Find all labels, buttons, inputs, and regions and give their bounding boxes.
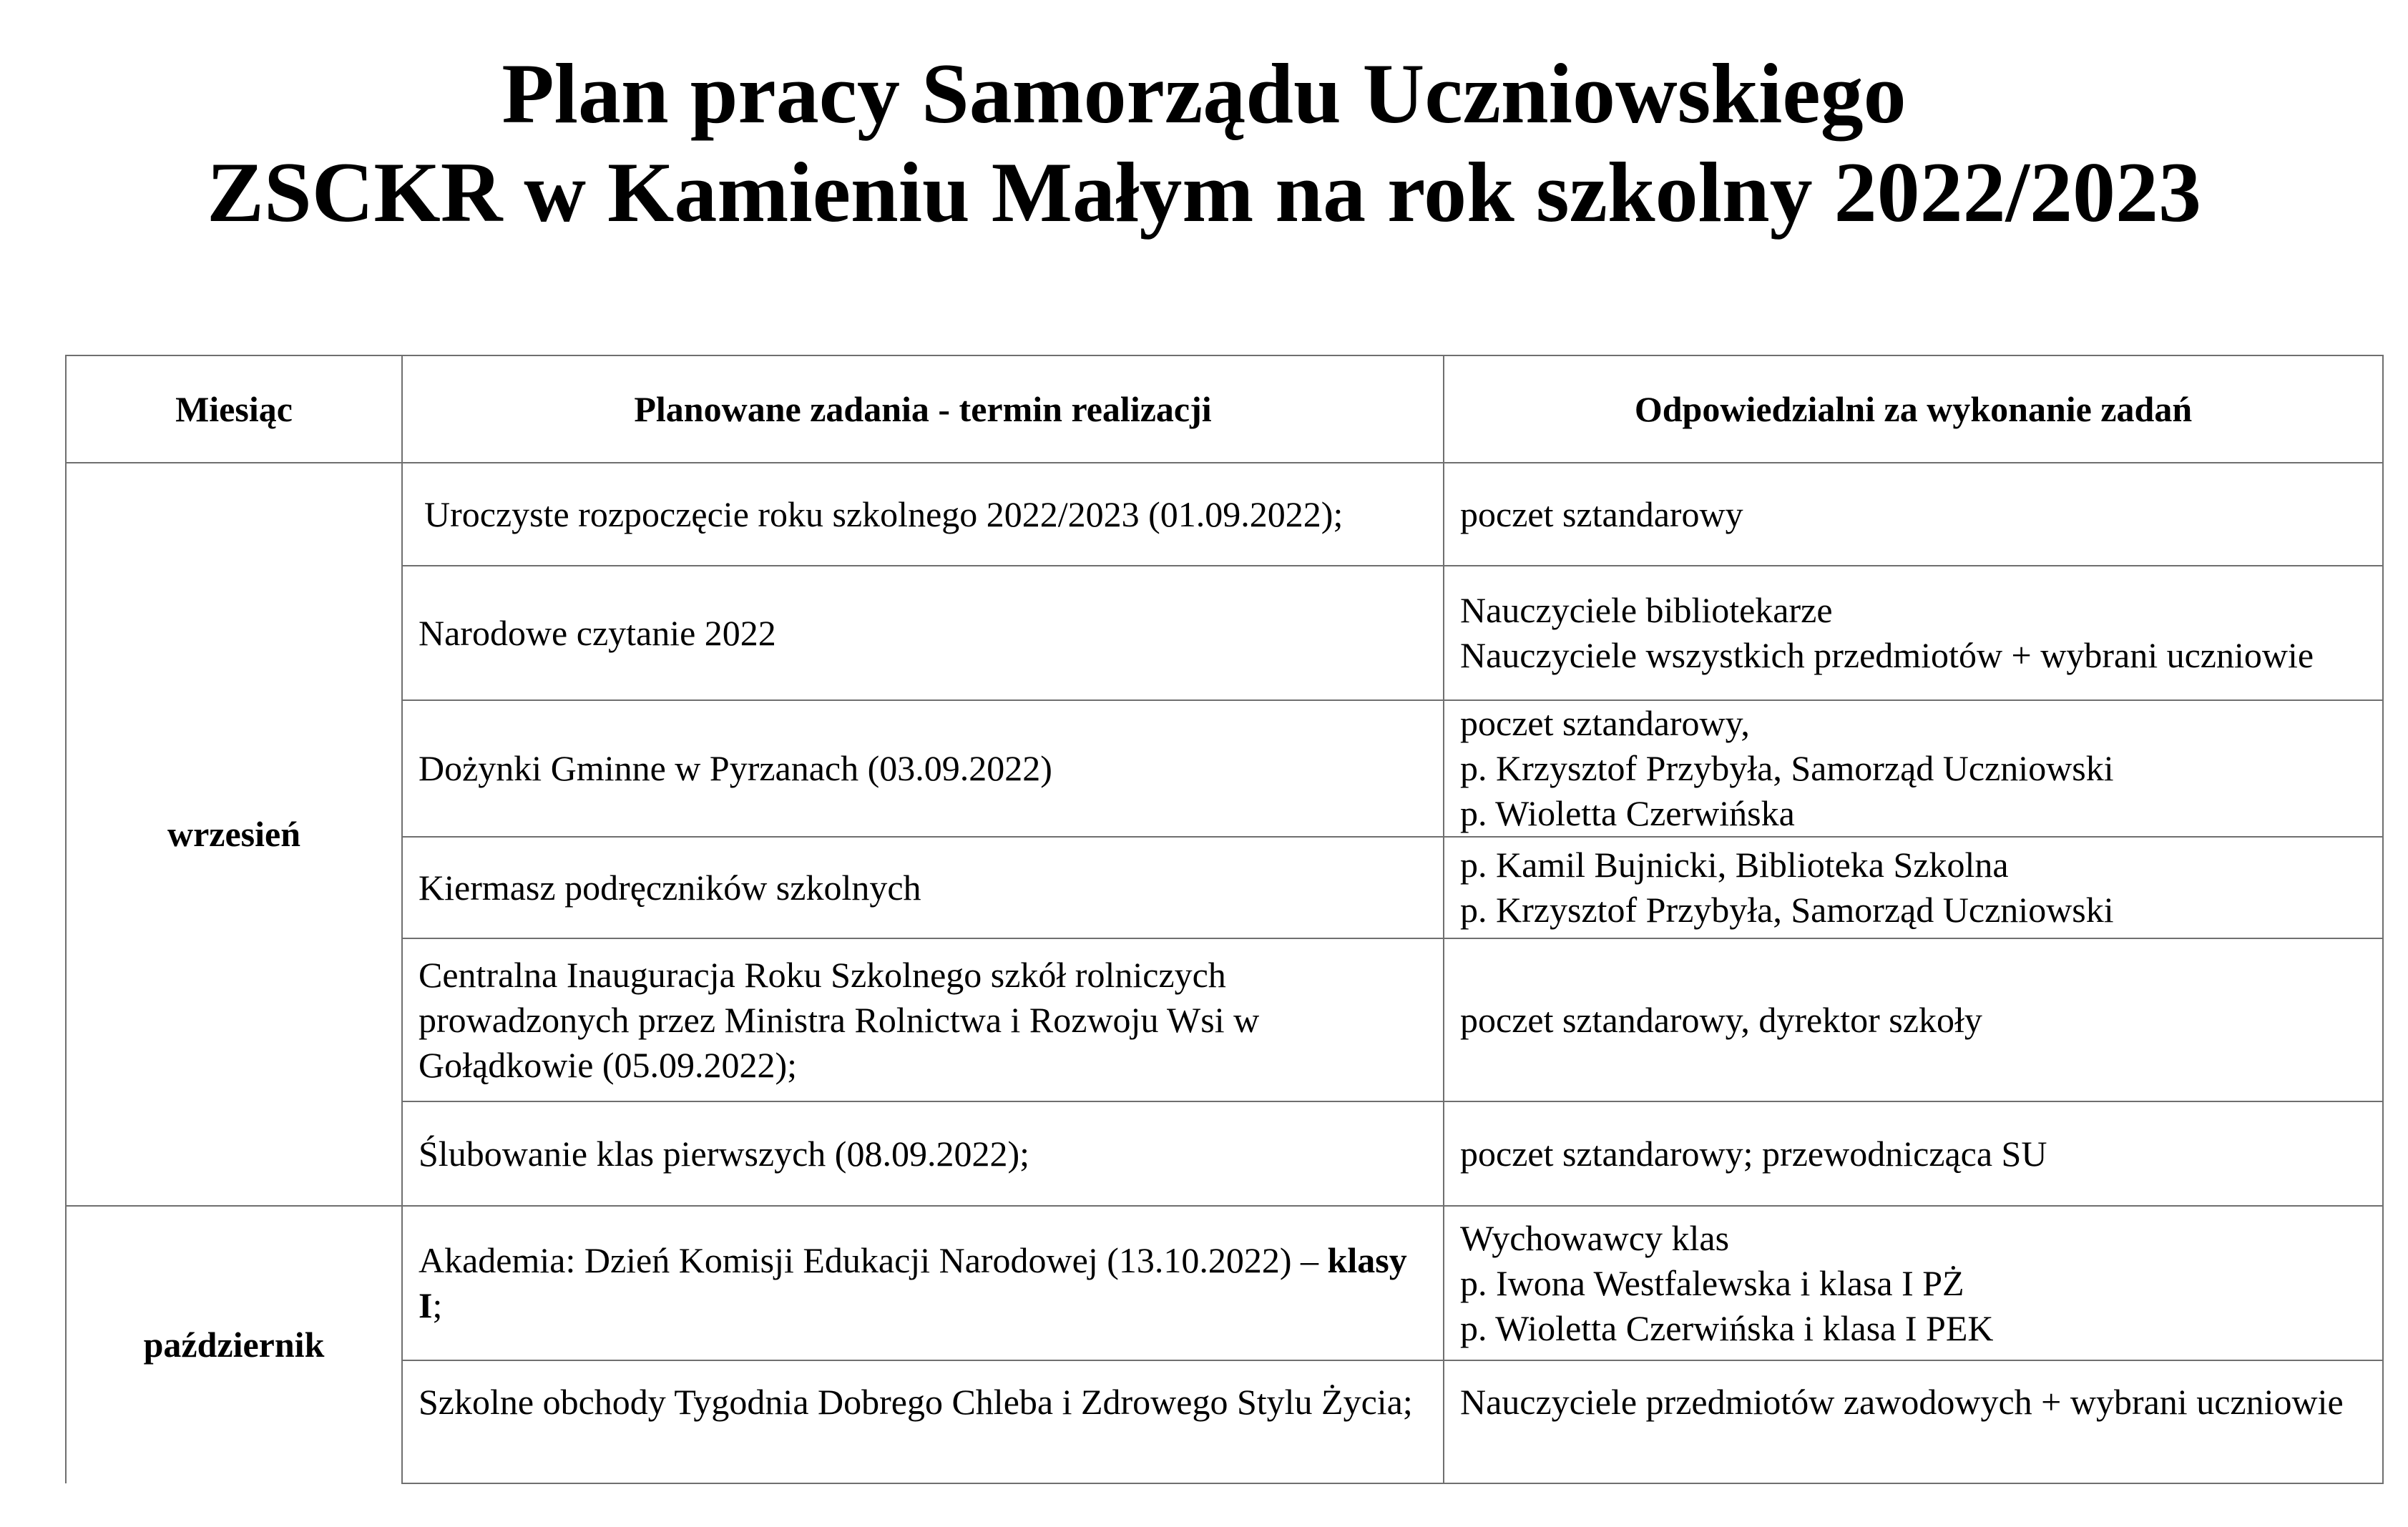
header-month: Miesiąc [66,355,402,463]
work-plan-table [65,355,2384,1484]
responsible-cell [1444,1206,2383,1360]
responsible-cell [1444,700,2383,837]
responsible-line: p. Kamil Bujnicki, Biblioteka Szkolna [1460,845,2009,885]
header-tasks: Planowane zadania - termin realizacji [402,355,1444,463]
responsible-line: poczet sztandarowy; przewodnicząca SU [1460,1133,2047,1174]
task-cell: Szkolne obchody Tygodnia Dobrego Chleba i Zdrowego Stylu Życia; [402,1360,1444,1483]
responsible-cell [1444,1101,2383,1206]
responsible-line: poczet sztandarowy, [1460,703,1750,743]
month-cell-september: wrzesień [66,463,402,1206]
responsible-line: p. Wioletta Czerwińska i klasa I PEK [1460,1307,1994,1348]
document-title [0,44,2408,242]
responsible-line: Nauczyciele bibliotekarze [1460,590,1833,630]
month-cell-october: październik [66,1206,402,1483]
responsible-line: Nauczyciele wszystkich przedmiotów + wybrani uczniowie [1460,635,2314,675]
responsible-cell [1444,1360,2383,1483]
responsible-cell [1444,837,2383,938]
task-cell: Uroczyste rozpoczęcie roku szkolnego 2022/2023 (01.09.2022); [402,463,1444,566]
task-text-end: ; [432,1285,443,1325]
responsible-line: p. Iwona Westfalewska i klasa I PŻ [1460,1262,1964,1303]
table-row [66,1360,2383,1483]
responsible-cell [1444,566,2383,700]
responsible-line: Nauczyciele przedmiotów zawodowych + wybrani uczniowie [1460,1382,2344,1422]
responsible-line: poczet sztandarowy [1460,494,1743,534]
responsible-line: Wychowawcy klas [1460,1217,1730,1258]
table-row [66,837,2383,938]
responsible-cell [1444,463,2383,566]
table-row [66,1101,2383,1206]
table-row [66,1206,2383,1360]
table-row [66,700,2383,837]
title-line-1: Plan pracy Samorządu Uczniowskiego [501,46,1907,141]
table-row [66,938,2383,1101]
responsible-line: p. Krzysztof Przybyła, Samorząd Uczniowski [1460,890,2114,930]
table-row [66,566,2383,700]
task-cell: Kiermasz podręczników szkolnych [402,837,1444,938]
table-header-row [66,355,2383,463]
task-cell: Centralna Inauguracja Roku Szkolnego szkół rolniczych prowadzonych przez Ministra Rolnictwa i Rozwoju Wsi w Gołądkowie (05.09.2022); [402,938,1444,1101]
responsible-cell [1444,938,2383,1101]
task-text: Akademia: Dzień Komisji Edukacji Narodowej (13.10.2022) – [419,1240,1319,1280]
responsible-line: p. Krzysztof Przybyła, Samorząd Uczniowski [1460,748,2114,788]
task-cell [402,1206,1444,1360]
task-cell: Dożynki Gminne w Pyrzanach (03.09.2022) [402,700,1444,837]
task-cell: Ślubowanie klas pierwszych (08.09.2022); [402,1101,1444,1206]
task-cell: Narodowe czytanie 2022 [402,566,1444,700]
responsible-line: p. Wioletta Czerwińska [1460,793,1795,833]
task-text-bold: klasy I [419,1240,1407,1325]
header-responsible: Odpowiedzialni za wykonanie zadań [1444,355,2383,463]
title-line-2: ZSCKR w Kamieniu Małym na rok szkolny 2022/2023 [206,144,2202,240]
table-row [66,463,2383,566]
responsible-line: poczet sztandarowy, dyrektor szkoły [1460,999,1982,1040]
